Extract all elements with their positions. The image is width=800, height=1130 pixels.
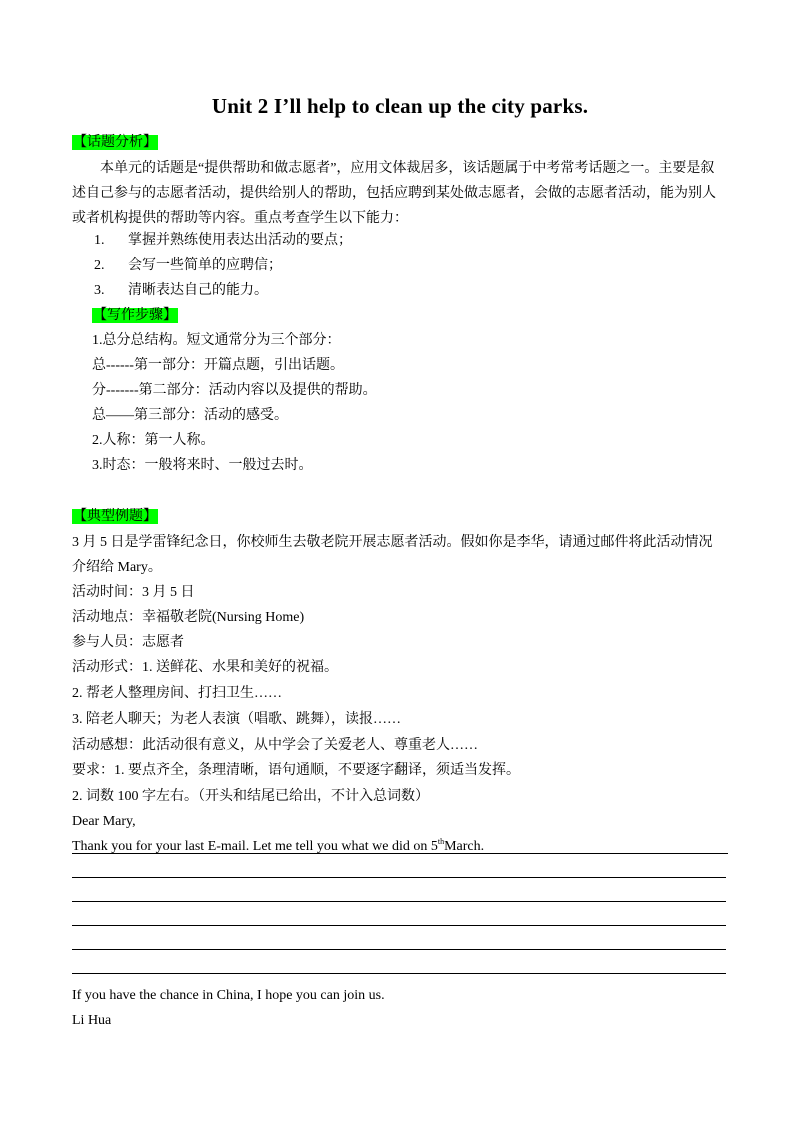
example-prompt: 介绍给 Mary。 [72, 560, 162, 575]
answer-line [72, 925, 726, 926]
section-heading-example [72, 508, 158, 526]
letter-signature: Li Hua [72, 1013, 112, 1028]
writing-step-line: 总------第一部分：开篇点题，引出话题。 [92, 358, 344, 373]
letter-greeting: Dear Mary, [72, 814, 136, 829]
writing-step-line: 2.人称：第一人称。 [92, 433, 215, 448]
list-item [94, 232, 352, 250]
list-item-number: 2. [94, 258, 105, 273]
answer-line [72, 949, 726, 950]
example-detail: 活动感想：此活动很有意义，从中学会了关爱老人、尊重老人…… [72, 738, 478, 753]
list-item-number: 1. [94, 233, 105, 248]
list-item [94, 282, 268, 300]
example-detail: 2. 帮老人整理房间、打扫卫生…… [72, 686, 282, 701]
writing-step-line: 1.总分总结构。短文通常分为三个部分： [92, 333, 341, 348]
highlight: 【写作步骤】 [93, 308, 177, 323]
letter-first-line-text: March. [444, 839, 485, 854]
list-item-text: 会写一些简单的应聘信； [128, 258, 282, 273]
topic-analysis-paragraph: 本单元的话题是“提供帮助和做志愿者”，应用文体裁居多，该话题属于中考常考话题之一。主要是叙述自己参与的志愿者活动，提供给别人的帮助，包括应聘到某处做志愿者，会做的志愿者活动，能为别人或者机构提供的帮助等内容。重点考查学生以下能力： [72, 161, 716, 226]
answer-line [72, 877, 726, 878]
writing-step-line: 总——第三部分：活动的感受。 [92, 408, 288, 423]
example-detail: 活动地点：幸福敬老院(Nursing Home) [72, 610, 305, 625]
answer-line [72, 973, 726, 974]
example-detail: 3. 陪老人聊天；为老人表演（唱歌、跳舞），读报…… [72, 712, 401, 727]
section-heading-topic-analysis [72, 134, 158, 152]
list-item [94, 257, 282, 275]
section-heading-writing-steps [92, 307, 178, 325]
superscript: th [437, 837, 445, 846]
example-detail: 活动时间：3 月 5 日 [72, 585, 195, 600]
writing-step-line: 分-------第二部分：活动内容以及提供的帮助。 [92, 383, 377, 398]
example-detail: 参与人员：志愿者 [72, 635, 184, 650]
page-title: Unit 2 I’ll help to clean up the city parks. [211, 94, 589, 118]
list-item-text: 清晰表达自己的能力。 [128, 283, 268, 298]
example-detail: 2. 词数 100 字左右。（开头和结尾已给出，不计入总词数） [72, 789, 429, 804]
example-prompt: 3 月 5 日是学雷锋纪念日，你校师生去敬老院开展志愿者活动。假如你是李华，请通过邮件将此活动情况 [72, 535, 713, 550]
list-item-number: 3. [94, 283, 105, 298]
example-detail: 要求：1. 要点齐全，条理清晰，语句通顺，不要逐字翻译，须适当发挥。 [72, 763, 520, 778]
list-item-text: 掌握并熟练使用表达出活动的要点； [128, 233, 352, 248]
answer-line [72, 901, 726, 902]
highlight: 【典型例题】 [73, 509, 157, 524]
letter-closing: If you have the chance in China, I hope you can join us. [72, 988, 385, 1003]
letter-first-line-text: Thank you for your last E-mail. Let me tell you what we did on 5 [72, 839, 438, 854]
answer-line [72, 853, 728, 854]
writing-step-line: 3.时态：一般将来时、一般过去时。 [92, 458, 313, 473]
highlight: 【话题分析】 [73, 135, 157, 150]
example-detail: 活动形式：1. 送鲜花、水果和美好的祝福。 [72, 660, 338, 675]
